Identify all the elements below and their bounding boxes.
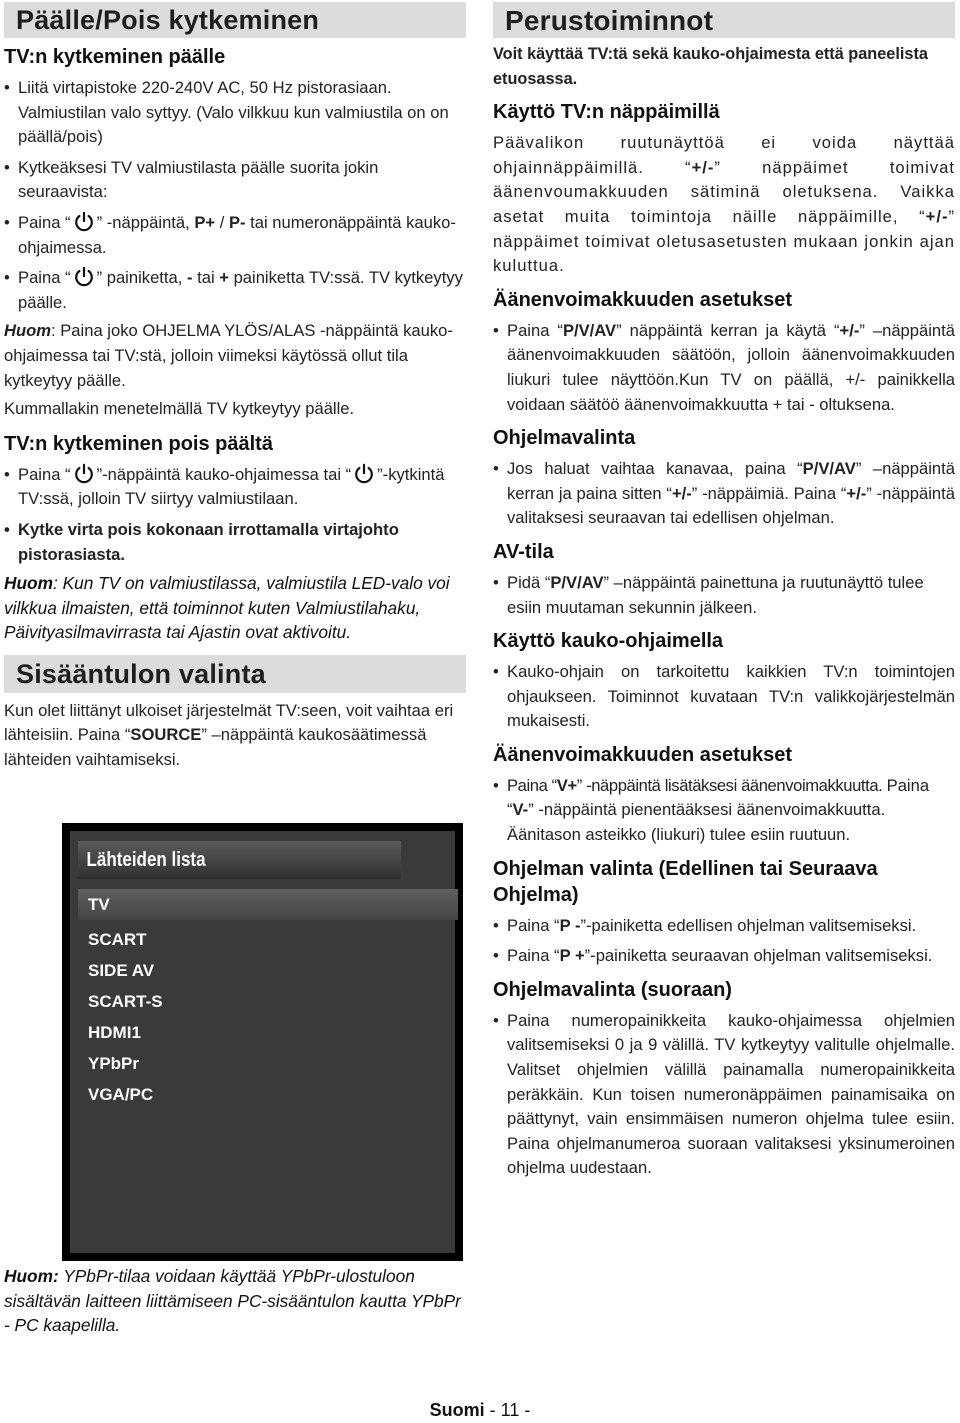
source-list bbox=[78, 889, 458, 1110]
text-fragment: ”-painiketta seuraavan ohjelman valitsemiseksi. bbox=[584, 946, 933, 966]
paragraph bbox=[4, 699, 466, 773]
list-item bbox=[4, 518, 466, 567]
key-plus-minus: +/- bbox=[925, 206, 949, 226]
power-icon bbox=[73, 266, 95, 288]
list-item bbox=[493, 457, 955, 531]
note-label: Huom: bbox=[4, 1266, 59, 1286]
section-banner-input: Sisääntulon valinta bbox=[4, 655, 466, 693]
source-item-hdmi1[interactable]: HDMI1 bbox=[88, 1023, 141, 1042]
text-fragment: ” näppäimet toimivat oletusasetusten mukaan jonkin ajan kuluttua. bbox=[493, 206, 955, 276]
text-fragment: ” -näppäintä valitaksesi seuraavan tai edellisen ohjelman. bbox=[507, 483, 956, 528]
key-plus-minus: +/- bbox=[671, 483, 692, 503]
list-item bbox=[4, 211, 466, 260]
tv-screen bbox=[70, 831, 455, 1253]
key-plus-minus: +/- bbox=[846, 483, 867, 503]
tv-screenshot bbox=[62, 823, 463, 1261]
list-item bbox=[493, 944, 955, 969]
power-icon bbox=[73, 211, 95, 233]
right-column bbox=[493, 0, 955, 1181]
key-v-minus: V- bbox=[512, 800, 529, 820]
left-column bbox=[4, 0, 466, 772]
text-fragment: ” näppäintä kerran ja käytä “ bbox=[616, 320, 840, 340]
text-fragment: ” –näppäintä kaukosäätimessä lähteiden vaihtamiseksi. bbox=[4, 725, 427, 769]
key-minus: - bbox=[186, 268, 193, 288]
text-fragment: Paina “ bbox=[507, 915, 560, 935]
list-item bbox=[493, 660, 955, 734]
list-item bbox=[4, 156, 466, 205]
paragraph bbox=[493, 131, 955, 279]
text-fragment: ” näppäimet toimivat äänenvoumakkuuden sätiminä oletuksena. Vaikka asetat muita toimintoja näille näppäimille, “ bbox=[493, 157, 955, 226]
text-fragment: ” –näppäintä painettuna ja ruutunäyttö tulee esiin muutaman sekunnin jälkeen. bbox=[507, 572, 924, 617]
text-fragment: ” -näppäintä, bbox=[96, 212, 195, 232]
source-item-tv[interactable]: TV bbox=[78, 889, 458, 920]
text-fragment: Paina “ bbox=[507, 775, 557, 795]
key-p-minus: P- bbox=[228, 212, 246, 232]
heading-program: Ohjelmavalinta bbox=[493, 427, 636, 450]
note-label: Huom bbox=[4, 573, 53, 594]
key-pvav: P/V/AV bbox=[802, 459, 856, 479]
text-fragment: ” painiketta, bbox=[96, 268, 187, 288]
text-fragment: ” –näppäintä kerran ja paina sitten “ bbox=[507, 459, 956, 503]
list-item bbox=[4, 76, 466, 150]
heading-volume: Äänenvoimakkuuden asetukset bbox=[493, 288, 792, 311]
source-list-title: Lähteiden lista bbox=[78, 841, 401, 879]
text-fragment: Paina “ bbox=[18, 464, 71, 484]
list-item bbox=[493, 914, 955, 939]
key-plus: + bbox=[219, 268, 229, 288]
text-fragment: Paina “ bbox=[18, 212, 71, 232]
key-pvav: P/V/AV bbox=[550, 572, 604, 592]
list-item bbox=[493, 1009, 955, 1181]
text-fragment: ”-näppäintä kauko-ohjaimessa tai “ bbox=[96, 464, 352, 484]
heading-program-direct: Ohjelmavalinta (suoraan) bbox=[493, 978, 732, 1001]
list-item-text: Liitä virtapistoke 220-240V AC, 50 Hz pistorasiaan. Valmiustilan valo syttyy. (Valo vilkkuu kun valmiustila on on päällä/pois) bbox=[18, 78, 449, 147]
text-fragment: Paina “ bbox=[507, 320, 563, 340]
heading-tv-keys: Käyttö TV:n näppäimillä bbox=[493, 101, 720, 124]
list-item-text: Kytkeäksesi TV valmiustilasta päälle suorita jokin seuraavista: bbox=[18, 157, 379, 202]
source-item-side-av[interactable]: SIDE AV bbox=[88, 961, 155, 980]
text-fragment: ”-kytkintä TV:ssä, jolloin TV siirtyy valmiustilaan. bbox=[18, 464, 445, 509]
note-text: : Paina joko OHJELMA YLÖS/ALAS -näppäintä kauko-ohjaimessa tai TV:stä, jolloin viimeksi käytössä ollut tila kytkeytyy päälle. bbox=[4, 321, 453, 390]
text-fragment: tai bbox=[192, 268, 220, 288]
heading-volume-2: Äänenvoimakkuuden asetukset bbox=[493, 743, 792, 766]
source-item-vga-pc[interactable]: VGA/PC bbox=[88, 1085, 154, 1104]
list-item bbox=[493, 319, 955, 417]
list-item-text: Kytke virta pois kokonaan irrottamalla virtajohto pistorasiasta. bbox=[18, 519, 399, 564]
text-fragment: / bbox=[215, 212, 229, 232]
text-fragment: Pidä “ bbox=[507, 572, 551, 592]
text-fragment: ” -näppäintä lisätäksesi äänenvoimakkuutta. bbox=[576, 775, 883, 795]
source-item-ypbpr[interactable]: YPbPr bbox=[88, 1054, 140, 1073]
key-plus-minus: +/- bbox=[691, 157, 715, 177]
list-item bbox=[493, 774, 955, 848]
footer-language: Suomi bbox=[429, 1400, 485, 1420]
section-banner-basic: Perustoiminnot bbox=[493, 2, 955, 38]
text-fragment: painiketta TV:ssä. TV kytkeytyy päälle. bbox=[18, 268, 463, 312]
text-fragment: Jos haluat vaihtaa kanavaa, paina “ bbox=[507, 459, 803, 479]
list-item-text: Paina numeropainikkeita kauko-ohjaimessa ohjelmien valitsemiseksi 0 ja 9 välillä. TV kytkeytyy valitulle ohjelmalle. Valitset ohjelmien välillä painamalla numeropainikkeita peräkkäin. Kun toisen numeronäppäimen painamisaika on päättynyt, vain ensimmäisen numeron ohjelma tulee esiin. Paina ohjelmanumeroa suoraan valitaksesi yksinumeroinen ohjelma uudestaan. bbox=[507, 1010, 955, 1178]
source-item-scart[interactable]: SCART bbox=[88, 930, 147, 949]
section-banner-power: Päälle/Pois kytkeminen bbox=[4, 2, 466, 38]
key-p-plus: P+ bbox=[194, 212, 216, 232]
note-text: : Kun TV on valmiustilassa, valmiustila LED-valo voi vilkkua ilmaisten, että toiminnot kuten Valmiustilahaku, Päivityasilmavirrasta tai Ajastin ovat aktivoitu. bbox=[4, 573, 450, 643]
note-paragraph bbox=[4, 1264, 466, 1338]
key-p-minus: P - bbox=[559, 915, 581, 935]
key-plus-minus: +/- bbox=[839, 320, 860, 340]
text-fragment: ”-painiketta edellisen ohjelman valitsemiseksi. bbox=[580, 915, 917, 935]
list-item bbox=[493, 571, 955, 620]
text-fragment: ” -näppäimiä. Paina “ bbox=[691, 483, 847, 503]
intro-paragraph: Voit käyttää TV:tä sekä kauko-ohjaimesta että paneelista etuosassa. bbox=[493, 45, 928, 88]
text-fragment: Päävalikon ruutunäyttöä ei voida näyttää ohjainnäppäimillä. “ bbox=[493, 133, 955, 177]
note-text: YPbPr-tilaa voidaan käyttää YPbPr-ulostuloon sisältävän laitteen liittämiseen PC-sisääntulon kautta YPbPr - PC kaapelilla. bbox=[4, 1266, 461, 1335]
heading-power-off: TV:n kytkeminen pois päältä bbox=[4, 432, 273, 455]
note-label: Huom bbox=[4, 321, 52, 341]
key-pvav: P/V/AV bbox=[562, 320, 617, 340]
list-item bbox=[4, 463, 466, 512]
power-icon bbox=[73, 463, 95, 485]
source-item-scart-s[interactable]: SCART-S bbox=[88, 992, 163, 1011]
key-p-plus: P + bbox=[559, 946, 585, 966]
note-paragraph bbox=[4, 571, 466, 645]
key-v-plus: V+ bbox=[556, 775, 577, 795]
text-fragment: ” -näppäintä pienentääksesi äänenvoimakkuutta. Äänitason asteikko (liukuri) tulee esiin ruutuun. bbox=[507, 800, 886, 845]
key-source: SOURCE bbox=[130, 725, 202, 745]
list-item bbox=[4, 266, 466, 315]
text-fragment: Paina “ bbox=[18, 268, 71, 288]
heading-program-prev-next: Ohjelman valinta (Edellinen tai Seuraava Ohjelma) bbox=[493, 857, 878, 906]
list-item-text: Kauko-ohjain on tarkoitettu kaikkien TV:n toimintojen ohjaukseen. Toiminnot kuvataan TV:n valikkojärjestelmän mukaisesti. bbox=[507, 662, 955, 731]
power-icon bbox=[353, 463, 375, 485]
page-number: - 11 - bbox=[484, 1400, 531, 1420]
note-paragraph bbox=[4, 319, 466, 393]
heading-power-on: TV:n kytkeminen päälle bbox=[4, 46, 226, 68]
text-fragment: Kun olet liittänyt ulkoiset järjestelmät TV:seen, voit vaihtaa eri lähteisiin. Paina “ bbox=[4, 700, 454, 745]
text-fragment: ” –näppäintä äänenvoimakkuuden säätöön, jolloin äänenvoimakkuuden liukuri tulee näyttöön.Kun TV on päällä, +/- painikkella voidaan säätöö äänenvoimakkuutta + tai - oltuksena. bbox=[507, 320, 955, 414]
text-fragment: Paina “ bbox=[507, 946, 560, 966]
page-footer bbox=[0, 1400, 960, 1421]
heading-av-mode: AV-tila bbox=[493, 540, 554, 563]
text-fragment: Paina “ bbox=[507, 775, 930, 820]
heading-remote: Käyttö kauko-ohjaimella bbox=[493, 630, 724, 653]
paragraph: Kummallakin menetelmällä TV kytkeytyy päälle. bbox=[4, 399, 355, 419]
text-fragment: tai numeronäppäintä kauko-ohjaimessa. bbox=[18, 212, 456, 257]
